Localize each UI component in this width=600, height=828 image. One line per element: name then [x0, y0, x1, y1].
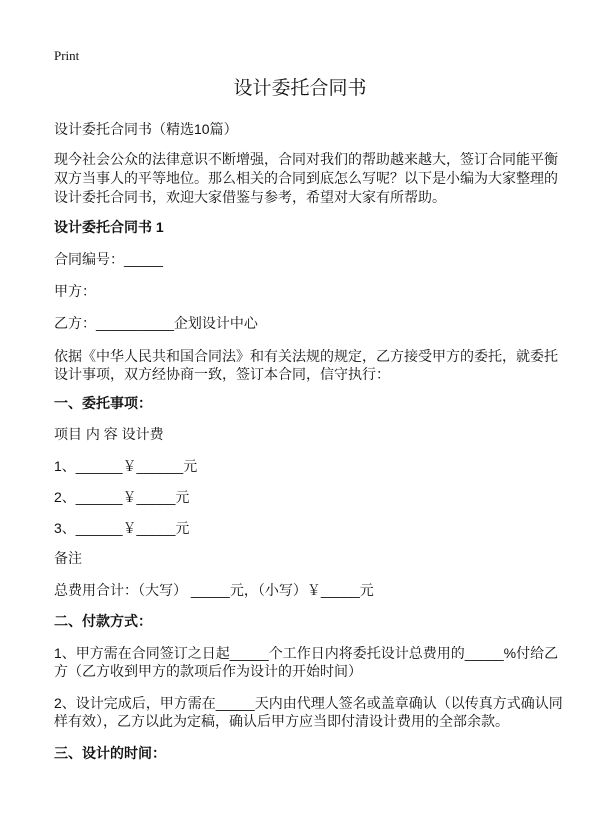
heading-design-time: 三、设计的时间： — [54, 745, 166, 761]
subtitle: 设计委托合同书（精选10篇） — [54, 121, 238, 137]
heading-entrusted-items: 一、委托事项： — [54, 395, 152, 411]
contract-number: 合同编号：_____ — [54, 251, 163, 267]
item-row: 1、______￥______元 — [54, 458, 198, 474]
items-header: 项目 内 容 设计费 — [54, 426, 164, 442]
payment-line: 1、甲方需在合同签订之日起_____个工作日内将委托设计总费用的_____%付给乙 — [54, 645, 559, 661]
payment-line: 2、设计完成后，甲方需在_____天内由代理人签名或盖章确认（以传真方式确认同 — [54, 695, 563, 711]
payment-line: 方（乙方收到甲方的款项后作为设计的开始时间） — [54, 663, 362, 679]
party-b: 乙方：__________企划设计中心 — [54, 315, 258, 331]
basis-line: 依据《中华人民共和国合同法》和有关法规的规定，乙方接受甲方的委托，就委托 — [54, 348, 558, 364]
party-a: 甲方： — [54, 283, 96, 299]
total-fee: 总费用合计：（大写） _____元，（小写）￥_____元 — [54, 582, 374, 598]
print-link[interactable]: Print — [54, 48, 80, 63]
note: 备注 — [54, 550, 82, 566]
item-row: 2、______￥_____元 — [54, 489, 190, 505]
item-row: 3、______￥_____元 — [54, 520, 190, 536]
section-heading: 设计委托合同书 1 — [54, 219, 164, 235]
payment-line: 样有效），乙方以此为定稿，确认后甲方应当即付清设计费用的全部余款。 — [54, 713, 509, 729]
basis-line: 设计事项，双方经协商一致，签订本合同，信守执行： — [54, 366, 390, 382]
page-title: 设计委托合同书 — [233, 78, 367, 99]
heading-payment: 二、付款方式： — [54, 613, 152, 629]
intro-line: 设计委托合同书，欢迎大家借鉴与参考，希望对大家有所帮助。 — [54, 189, 446, 205]
intro-line: 现今社会公众的法律意识不断增强，合同对我们的帮助越来越大，签订合同能平衡 — [54, 151, 558, 167]
intro-line: 双方当事人的平等地位。那么相关的合同到底怎么写呢？以下是小编为大家整理的 — [54, 170, 558, 186]
